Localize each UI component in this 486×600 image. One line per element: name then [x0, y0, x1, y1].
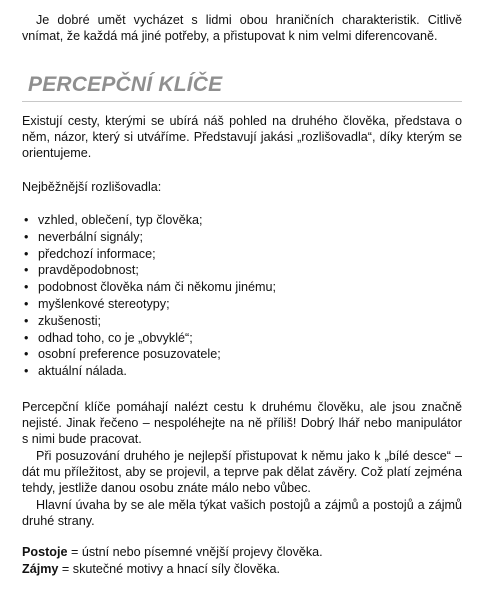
list-item [22, 346, 462, 363]
list-item-text: vzhled, oblečení, typ člověka; [38, 213, 203, 227]
list-lead: Nejběžnější rozlišovadla: [22, 180, 162, 194]
paragraph-4: Hlavní úvaha by se ale měla týkat vašich postojů a zájmů a postojů a zájmů druhé strany. [22, 498, 462, 529]
definition-separator: = [67, 545, 82, 559]
paragraph-3: Při posuzování druhého je nejlepší přistupovat k němu jako k „bílé desce“ – dát mu příležitost, aby se projevil, a teprve pak dělat závěry. Což platí zejména tehdy, jestliže danou osobu znáte málo nebo vůbec. [22, 449, 462, 496]
bullet-icon: • [24, 213, 29, 227]
heading-underline [22, 101, 462, 102]
bullet-icon: • [24, 246, 29, 261]
definition-term: Postoje [22, 545, 68, 559]
bullet-icon: • [24, 330, 29, 345]
list-item [22, 246, 462, 263]
intro-paragraph: Je dobré umět vycházet s lidmi obou hraničních charakteristik. Citlivě vnímat, že každá má jiné potřeby, a přistupovat k nim velmi diferencovaně. [22, 13, 462, 44]
paragraph-1: Existují cesty, kterými se ubírá náš pohled na druhého člověka, představa o něm, názor, který si utváříme. Představují jakási „rozlišovadla“, díky kterým se orientujeme. [22, 114, 462, 161]
list-item [22, 313, 462, 330]
list-item [22, 279, 462, 296]
list-item-text: odhad toho, co je „obvyklé“; [38, 330, 193, 345]
list-item [22, 212, 462, 229]
definition-postoje [22, 544, 462, 561]
bullet-icon: • [24, 229, 29, 244]
bullet-icon: • [24, 296, 29, 311]
list-item-text: zkušenosti; [38, 313, 101, 328]
bullet-icon: • [24, 263, 29, 278]
definition-term: Zájmy [22, 562, 59, 576]
section-heading: PERCEPČNÍ KLÍČE [28, 73, 223, 96]
definition-separator: = [58, 562, 73, 576]
list-item [22, 229, 462, 246]
paragraph-2: Percepční klíče pomáhají nalézt cestu k druhému člověku, ale jsou značně nejisté. Jinak řečeno – nespoléhejte na ně příliš! Dobrý lhář nebo manipulátor s nimi bude pracovat. [22, 400, 462, 447]
list-item [22, 262, 462, 279]
list-item-text: osobní preference posuzovatele; [38, 347, 221, 362]
definition-text: skutečné motivy a hnací síly člověka. [72, 562, 280, 576]
bullet-icon: • [24, 347, 29, 362]
bullet-list [22, 212, 462, 380]
list-item [22, 330, 462, 347]
list-item-text: myšlenkové stereotypy; [38, 296, 170, 311]
list-item-text: pravděpodobnost; [38, 263, 139, 278]
definition-zajmy [22, 561, 462, 578]
list-item-text: předchozí informace; [38, 246, 156, 261]
bullet-icon: • [24, 364, 29, 379]
bullet-icon: • [24, 313, 29, 328]
definition-text: ústní nebo písemné vnější projevy člověka. [81, 545, 323, 559]
list-item [22, 296, 462, 313]
bullet-icon: • [24, 280, 29, 295]
definitions [22, 544, 462, 578]
list-item [22, 363, 462, 380]
list-item-text: aktuální nálada. [38, 364, 127, 379]
list-item-text: neverbální signály; [38, 229, 144, 244]
list-item-text: podobnost člověka nám či někomu jinému; [38, 280, 277, 295]
